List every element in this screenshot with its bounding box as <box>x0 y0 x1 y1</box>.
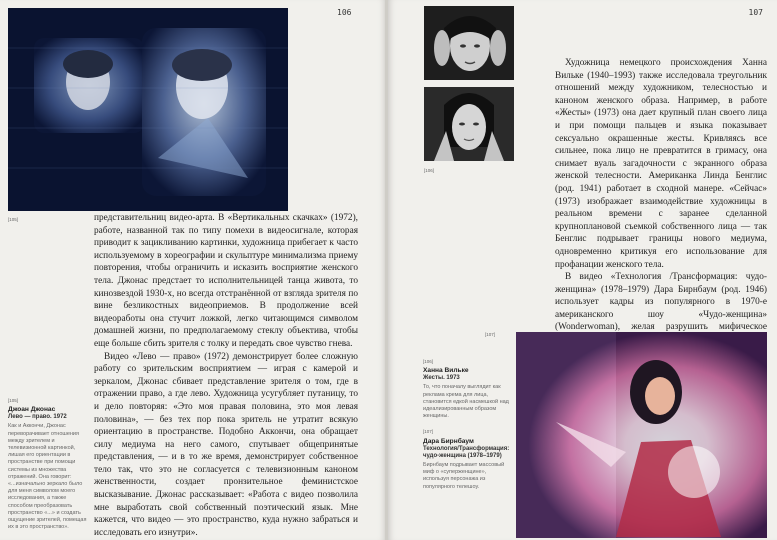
captions-right <box>423 358 511 491</box>
caption-artist: Джоан Джонас <box>8 406 56 414</box>
right-page <box>388 0 777 540</box>
caption-figure-id: [105] <box>8 398 19 403</box>
photo-image <box>516 332 767 538</box>
photo-hannah-wilke-gestures-top <box>424 6 514 80</box>
caption-figure-id: [107] <box>423 429 434 435</box>
caption-figure-id: [106] <box>423 359 434 364</box>
caption-105 <box>8 397 88 531</box>
photo-dara-birnbaum-wonder-woman <box>516 332 767 538</box>
paragraph: представительниц видео-арта. В «Вертикальных скачках» (1972), работе, названной так по типу помехи в видеосигнале, которая приводит к зацикливанию картинки, художница прибегает к часто используемому в хореографии и скульптуре минимализма приему повторения, чтобы ограничить и исказить восприятие женского тела. Джонас предстает то исполнительницей танца живота, то кинозвездой 1930-х, но всегда отстранённой от взгляда зрителя по вине безликостных видеоприемов. В продолжение всей видеоработы она стучит ложкой, легко читающимся символом домашней жизни, по предполагаемому стеклу объектива, чтобы еще больше сбить зрителя с толку и передать свое чувство гнева. <box>94 213 358 349</box>
photo-image <box>424 6 514 80</box>
caption-artist: Ханна Вильке <box>423 367 469 375</box>
caption-text: Как и Аккончи, Джонас переворачивает отношения между зрителем и телевизионной картинкой, лишая его ориентации в пространстве при помощи системы из множества отражений. Она говорит: «...изначально зеркало было для меня символом моего исследования, а также способом преобразовать пространство «...» и создать ощущение зрителей, помещая их в это пространство». <box>8 423 87 531</box>
figure-id-107: [107] <box>485 332 496 337</box>
caption-106 <box>423 358 511 420</box>
caption-title: Технология/Трансформация: чудо-женщина (1978–1979) <box>423 445 510 459</box>
caption-title: Жесты. 1973 <box>423 375 460 382</box>
caption-107 <box>423 428 511 490</box>
paragraph: В видео «Технология /Трансформация: чудо-женщина» (1978–1979) Дара Бирнбаум (род. 1946) использует кадры из популярного в 1970-е американского шоу «Чудо-женщина» (Wonderwoman), желая разрушить мифическое <box>555 272 767 333</box>
caption-text: Бирнбаум подрывает массовый миф о «суперженщине», используя персонажа из популярного телешоу. <box>423 462 505 490</box>
photo-image <box>424 87 514 161</box>
caption-text: То, что поначалу выглядит как реклама крема для лица, становится едкой насмешкой над идеализированным образом женщины. <box>423 384 509 420</box>
figure-id-105: [105] <box>8 217 19 222</box>
paragraph: Видео «Лево — право» (1972) демонстрирует более сложную работу со зрительским восприятием — играя с камерой и зеркалом, Джонас сбивает представление зрителя о том, где в отражении право, а где лево. Художница усугубляет путаницу, то и дело повторяя: «Это моя правая половина, это моя левая половина», — без тех пор пока зритель не утратит всякую ориентацию в пространстве. Подобно Аккончи, она обращает силу медиума на него самого, спутывает общепринятые представления, — и в то же время, демонстрирует собственное тело так, что это не согласуется с телевизионным каноном женственности, создает пронзительное феминистское высказывание. Джонас рассказывает: «Работа с видео позволила мне выработать свой собственный поэтический язык. Мне кажется, что видео — это пространство, куда нужно забраться и исследовать его изнутри». <box>94 351 358 538</box>
figure-id-106: [106] <box>424 168 435 173</box>
page-number-left: 106 <box>337 8 352 17</box>
left-page <box>0 0 386 540</box>
paragraph: Художница немецкого происхождения Ханна Вильке (1940–1993) также исследовала треугольник отношений между художником, телесностью и каноном женского образа. Например, в работе «Жесты» (1973) она дает крупный план своего лица и при помощи пальцев и языка показывает сексуально окрашенные жесты. Кривляясь все сильнее, пока лицо не превратится в гримасу, она снимает вуаль загадочности с экранного образа женской телесности. Американка Линда Бенглис (род. 1941) работает в сходной манере. «Сейчас» (1973) изображает взаимодействие художницы в реальном времени с заранее сделанной крупноплановой съемкой собственного лица — так Бенглис подрывает границы нового медиума, одновременно критикуя его использование для профанации женского тела. <box>555 58 767 270</box>
page-number-right: 107 <box>748 8 763 17</box>
photo-image <box>8 8 288 211</box>
photo-joan-jonas-left-right <box>8 8 288 211</box>
caption-title: Лево — право. 1972 <box>8 414 67 421</box>
photo-hannah-wilke-gestures-bottom <box>424 87 514 161</box>
caption-artist: Дара Бирнбаум <box>423 437 474 445</box>
left-body-text <box>94 212 358 539</box>
